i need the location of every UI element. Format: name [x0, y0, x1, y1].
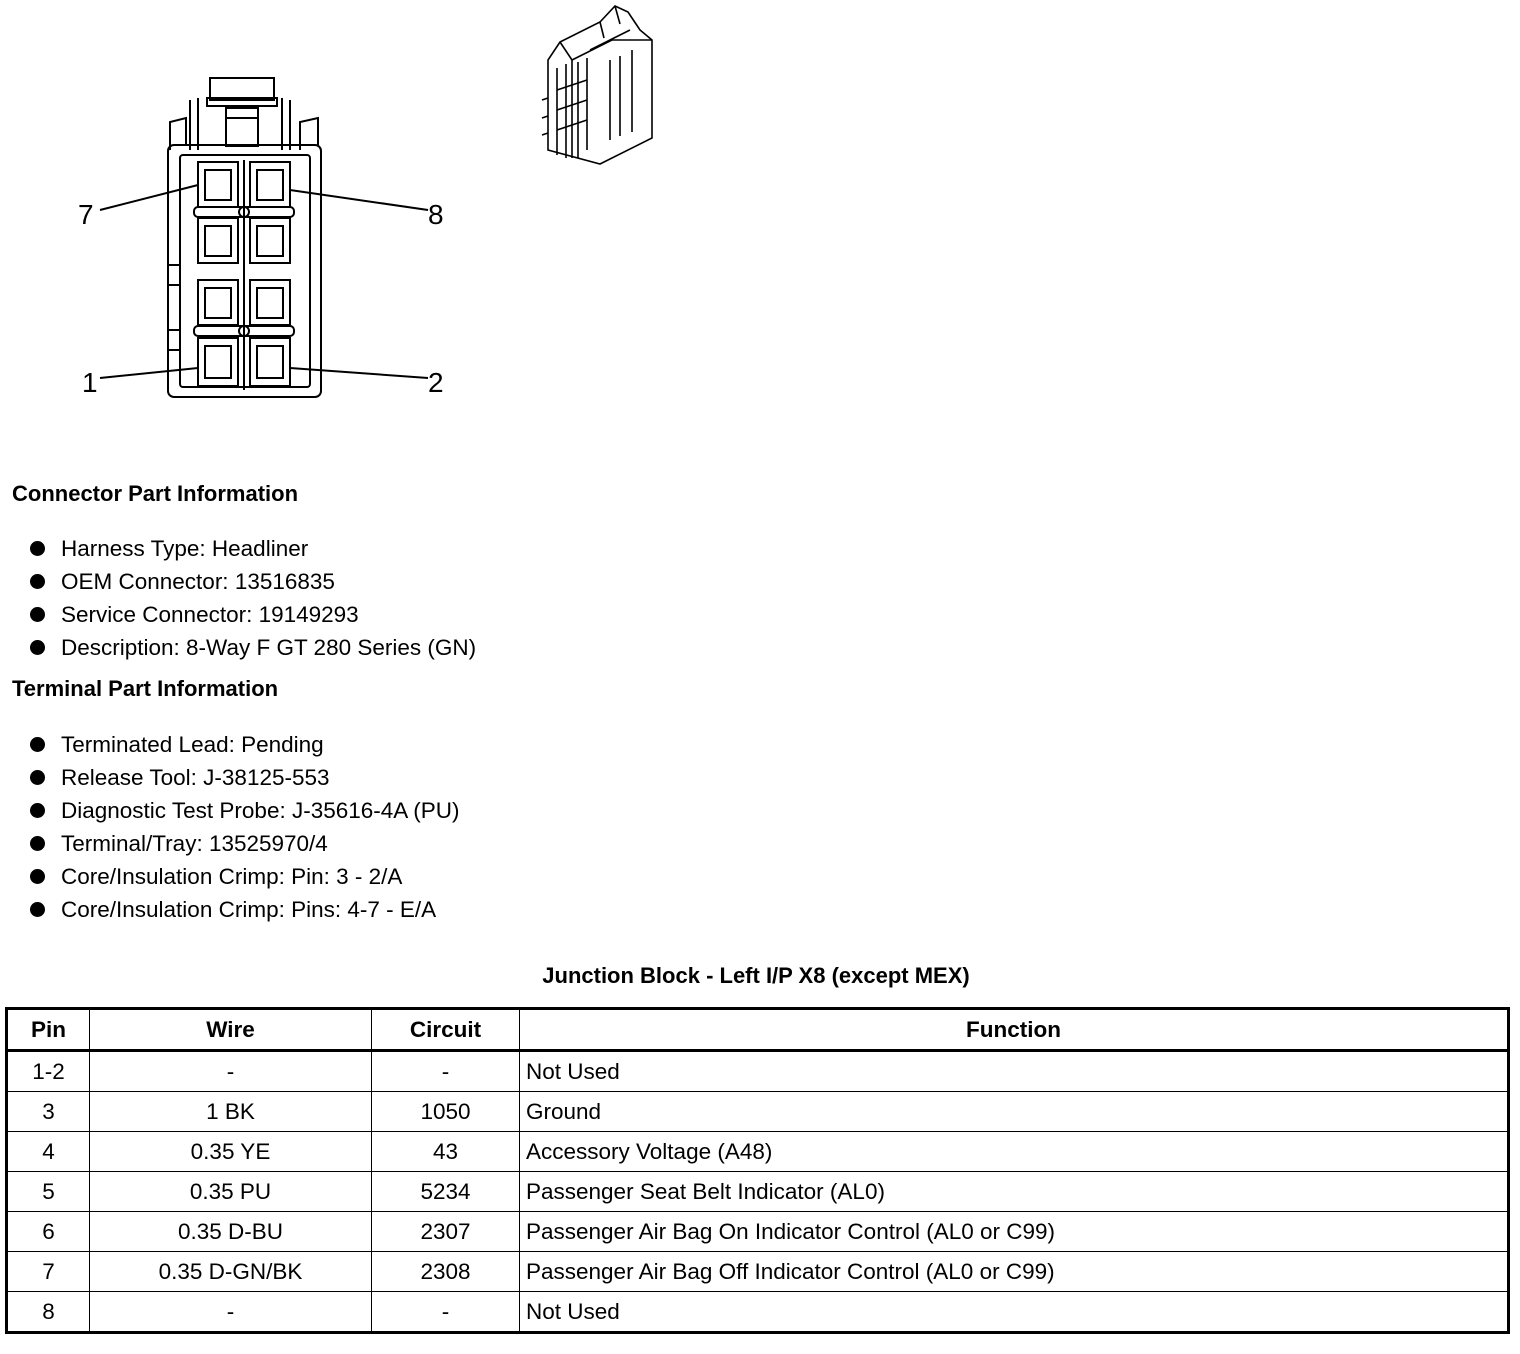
- table-row: [7, 1212, 1509, 1252]
- bullet-icon: [30, 902, 45, 917]
- table-row: [7, 1132, 1509, 1172]
- table-row: [7, 1252, 1509, 1292]
- header-wire: Wire: [90, 1009, 372, 1051]
- terminal-info-list: [28, 728, 460, 926]
- bullet-icon: [30, 770, 45, 785]
- cell-wire: 0.35 YE: [90, 1132, 372, 1172]
- cell-wire: 0.35 D-BU: [90, 1212, 372, 1252]
- cell-wire: 1 BK: [90, 1092, 372, 1132]
- list-item: Release Tool: J-38125-553: [28, 761, 460, 794]
- list-item: OEM Connector: 13516835: [28, 565, 476, 598]
- cell-circuit: 1050: [372, 1092, 520, 1132]
- bullet-icon: [30, 607, 45, 622]
- bullet-icon: [30, 541, 45, 556]
- bullet-icon: [30, 640, 45, 655]
- cell-function: Passenger Air Bag On Indicator Control (AL0 or C99): [520, 1212, 1509, 1252]
- cell-wire: 0.35 D-GN/BK: [90, 1252, 372, 1292]
- list-item: Terminated Lead: Pending: [28, 728, 460, 761]
- pin-label-8: 8: [428, 199, 444, 230]
- cell-circuit: 2307: [372, 1212, 520, 1252]
- cell-circuit: -: [372, 1292, 520, 1333]
- pinout-table: [5, 1007, 1510, 1334]
- cell-pin: 6: [7, 1212, 90, 1252]
- table-row: [7, 1092, 1509, 1132]
- table-title: Junction Block - Left I/P X8 (except MEX): [542, 963, 970, 988]
- bullet-icon: [30, 803, 45, 818]
- connector-front-view-diagram: [60, 60, 460, 410]
- header-circuit: Circuit: [372, 1009, 520, 1051]
- connector-isometric-view: [528, 0, 668, 170]
- bullet-icon: [30, 836, 45, 851]
- cell-function: Accessory Voltage (A48): [520, 1132, 1509, 1172]
- cell-function: Not Used: [520, 1292, 1509, 1333]
- terminal-info-heading: Terminal Part Information: [12, 676, 279, 701]
- bullet-icon: [30, 737, 45, 752]
- list-item: Terminal/Tray: 13525970/4: [28, 827, 460, 860]
- pin-label-1: 1: [82, 367, 98, 398]
- cell-pin: 8: [7, 1292, 90, 1333]
- cell-circuit: -: [372, 1051, 520, 1092]
- bullet-icon: [30, 869, 45, 884]
- cell-pin: 5: [7, 1172, 90, 1212]
- list-item: Core/Insulation Crimp: Pin: 3 - 2/A: [28, 860, 460, 893]
- table-row: [7, 1292, 1509, 1333]
- cell-wire: -: [90, 1292, 372, 1333]
- table-row: [7, 1051, 1509, 1092]
- list-item: Core/Insulation Crimp: Pins: 4-7 - E/A: [28, 893, 460, 926]
- cell-wire: 0.35 PU: [90, 1172, 372, 1212]
- pin-label-2: 2: [428, 367, 444, 398]
- bullet-icon: [30, 574, 45, 589]
- connector-info-heading: Connector Part Information: [12, 481, 299, 506]
- cell-pin: 7: [7, 1252, 90, 1292]
- cell-circuit: 43: [372, 1132, 520, 1172]
- table-header-row: [7, 1009, 1509, 1051]
- table-row: [7, 1172, 1509, 1212]
- cell-pin: 1-2: [7, 1051, 90, 1092]
- connector-info-list: [28, 532, 476, 664]
- cell-circuit: 5234: [372, 1172, 520, 1212]
- list-item: Description: 8-Way F GT 280 Series (GN): [28, 631, 476, 664]
- header-pin: Pin: [7, 1009, 90, 1051]
- cell-function: Not Used: [520, 1051, 1509, 1092]
- cell-function: Passenger Seat Belt Indicator (AL0): [520, 1172, 1509, 1212]
- cell-function: Passenger Air Bag Off Indicator Control (AL0 or C99): [520, 1252, 1509, 1292]
- pin-label-7: 7: [78, 199, 94, 230]
- cell-pin: 4: [7, 1132, 90, 1172]
- list-item: Service Connector: 19149293: [28, 598, 476, 631]
- cell-pin: 3: [7, 1092, 90, 1132]
- list-item: Diagnostic Test Probe: J-35616-4A (PU): [28, 794, 460, 827]
- list-item: Harness Type: Headliner: [28, 532, 476, 565]
- header-function: Function: [520, 1009, 1509, 1051]
- cell-function: Ground: [520, 1092, 1509, 1132]
- cell-wire: -: [90, 1051, 372, 1092]
- cell-circuit: 2308: [372, 1252, 520, 1292]
